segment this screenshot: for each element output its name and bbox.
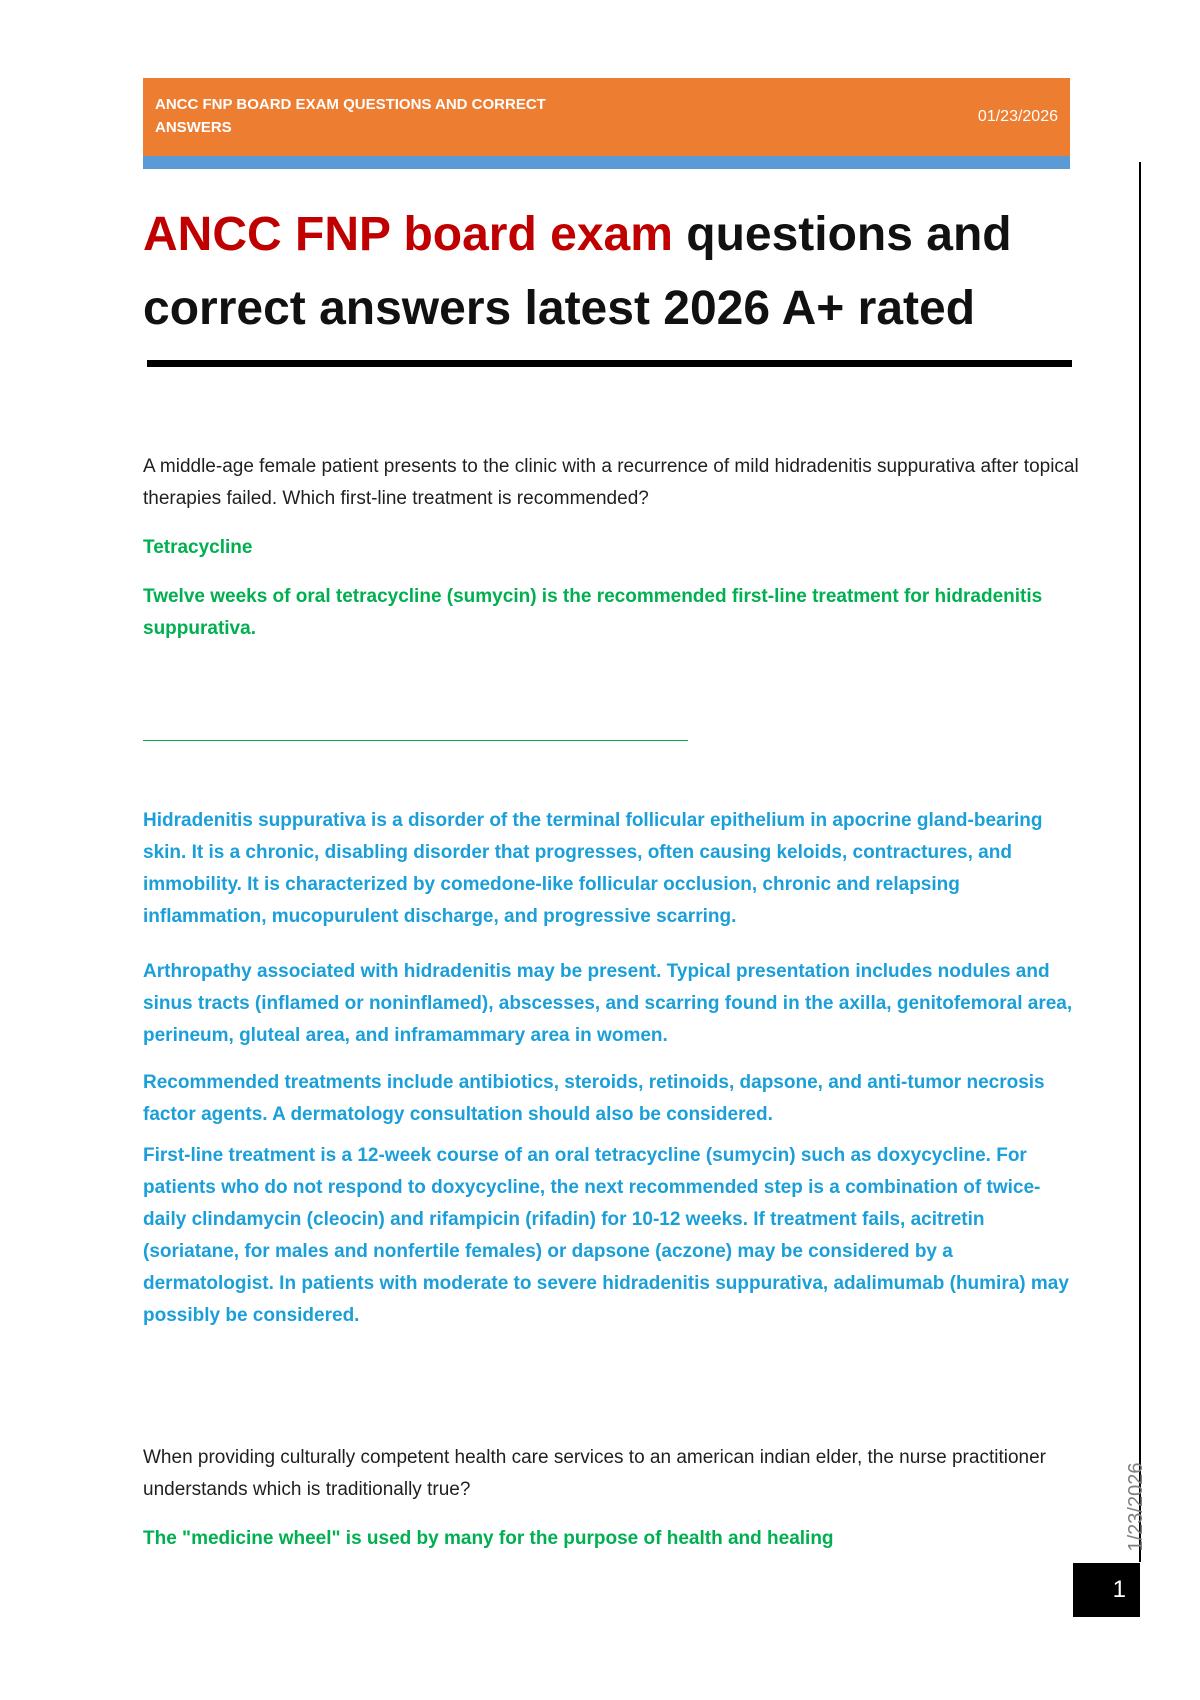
separator-line (143, 740, 688, 741)
title-rest: questions and correct answers latest 2026 A+ rated (143, 208, 1012, 335)
question-2: When providing culturally competent health care services to an american indian elder, the nurse practitioner understands which is traditionally true? (143, 1447, 1046, 1500)
header-date: 01/23/2026 (977, 108, 1058, 125)
explanation-paragraph-2: Arthropathy associated with hidradenitis may be present. Typical presentation includes nodules and sinus tracts (inflamed or noninflamed), abscesses, and scarring found in the axilla, genitofemoral area, perineum, gluteal area, and inframammary area in women. (143, 961, 1073, 1046)
side-date: 1/23/2026 (1125, 1462, 1147, 1552)
header-title: ANCC FNP BOARD EXAM QUESTIONS AND CORRECT ANSWERS (155, 96, 546, 136)
answer-2: The "medicine wheel" is used by many for the purpose of health and healing (143, 1528, 834, 1549)
title-highlight: ANCC FNP board exam (143, 208, 673, 261)
rationale-1: Twelve weeks of oral tetracycline (sumycin) is the recommended first-line treatment for hidradenitis suppurativa. (143, 586, 1043, 639)
page-number: 1 (1073, 1563, 1140, 1617)
question-1: A middle-age female patient presents to the clinic with a recurrence of mild hidradenitis suppurativa after topical therapies failed. Which first-line treatment is recommended? (143, 456, 1079, 509)
explanation-paragraph-4: First-line treatment is a 12-week course of an oral tetracycline (sumycin) such as doxycycline. For patients who do not respond to doxycycline, the next recommended step is a combination of twice-daily clindamycin (cleocin) and rifampicin (rifadin) for 10-12 weeks. If treatment fails, acitretin (soriatane, for males and nonfertile females) or dapsone (aczone) may be considered by a dermatologist. In patients with moderate to severe hidradenitis suppurativa, adalimumab (humira) may possibly be considered. (143, 1145, 1069, 1326)
answer-1: Tetracycline (143, 537, 253, 558)
header-stripe (143, 156, 1070, 169)
margin-rule (1139, 162, 1141, 1562)
explanation-paragraph-3: Recommended treatments include antibiotics, steroids, retinoids, dapsone, and anti-tumor necrosis factor agents. A dermatology consultation should also be considered. (143, 1072, 1045, 1125)
title-underline (147, 360, 1072, 367)
header-band (143, 78, 1070, 156)
explanation-paragraph-1: Hidradenitis suppurativa is a disorder of the terminal follicular epithelium in apocrine gland-bearing skin. It is a chronic, disabling disorder that progresses, often causing keloids, contractures, and immobility. It is characterized by comedone-like follicular occlusion, chronic and relapsing inflammation, mucopurulent discharge, and progressive scarring. (143, 810, 1043, 927)
document-title (143, 198, 1073, 346)
